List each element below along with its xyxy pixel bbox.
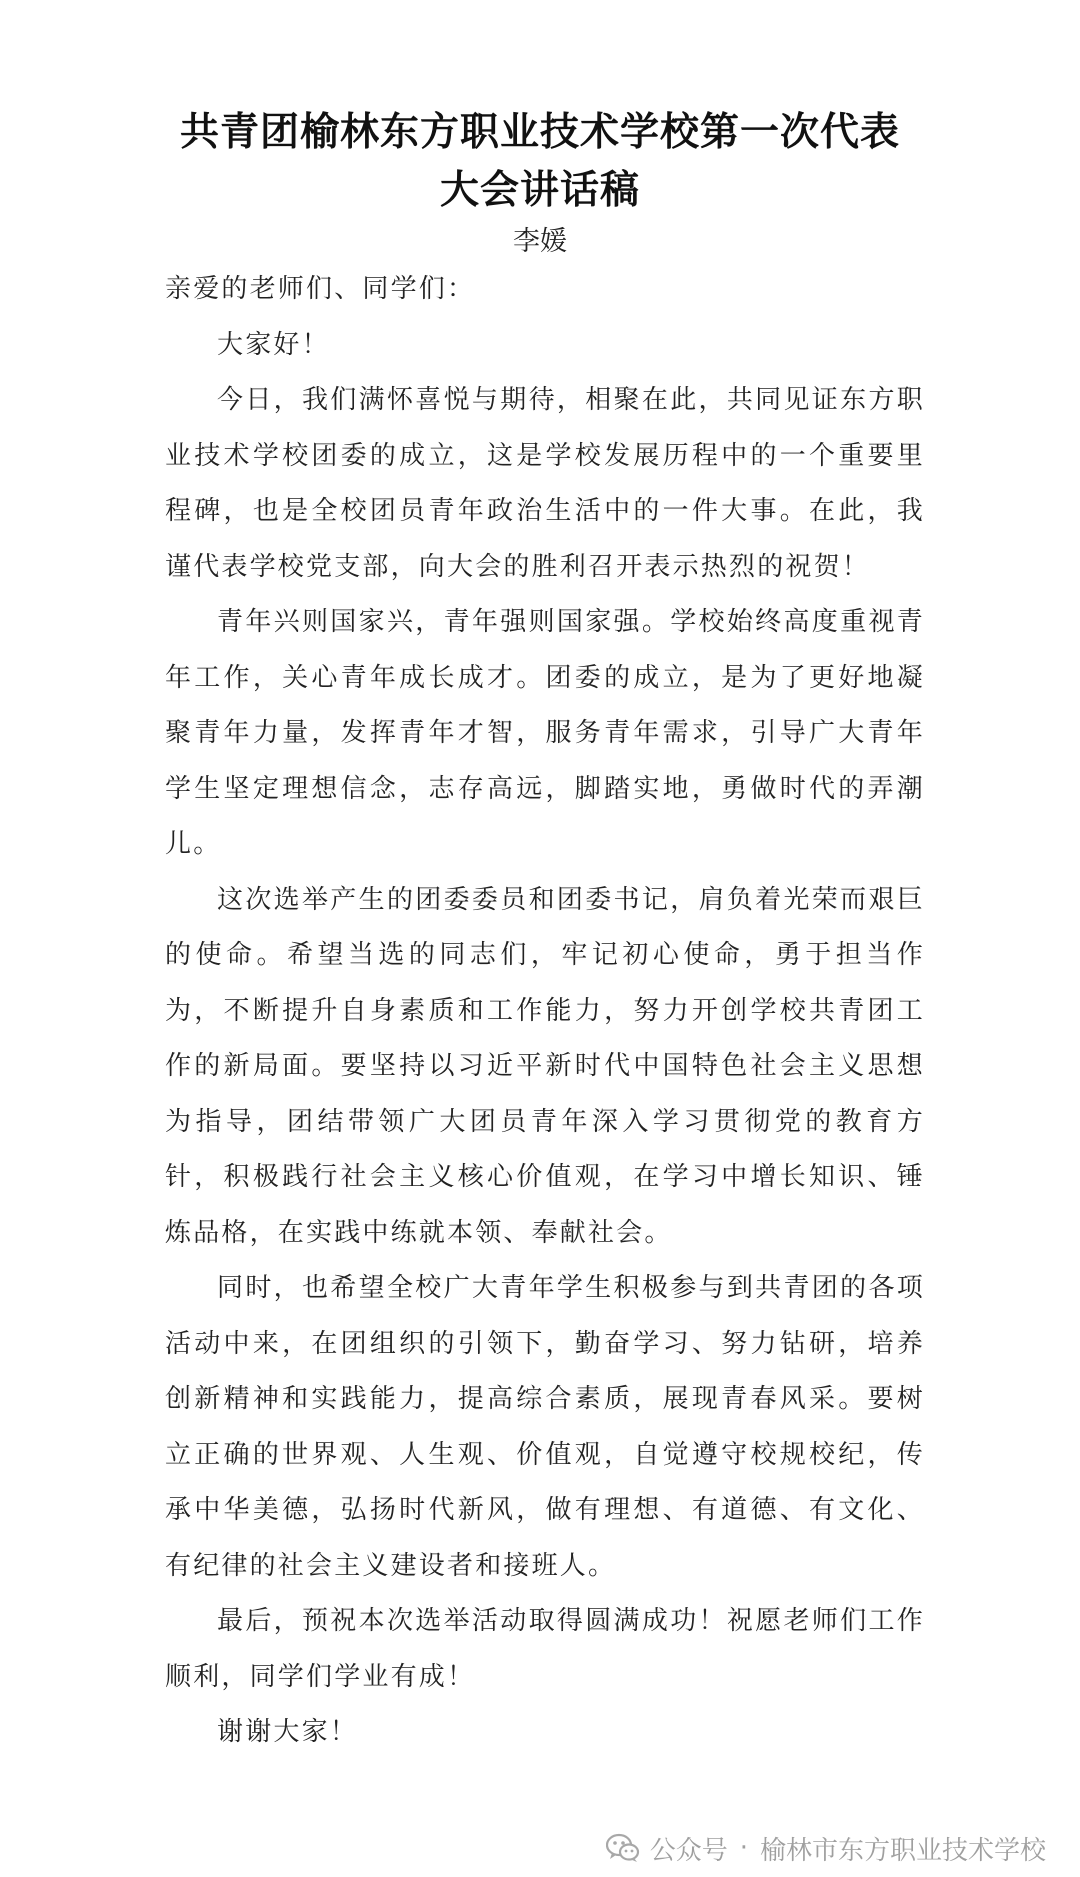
watermark-prefix: 公众号 <box>649 1835 728 1866</box>
wechat-watermark <box>606 1830 1046 1866</box>
paragraph-closing: 最后，预祝本次选举活动取得圆满成功！祝愿老师们工作顺利，同学们学业有成！ <box>165 1606 925 1692</box>
paragraph-committee: 这次选举产生的团委委员和团委书记，肩负着光荣而艰巨的使命。希望当选的同志们，牢记初心使命，勇于担当作为，不断提升自身素质和工作能力，努力开创学校共青团工作的新局面。要坚持以习近平新时代中国特色社会主义思想为指导，团结带领广大团员青年深入学习贯彻党的教育方针，积极践行社会主义核心价值观，在学习中增长知识、锤炼品格，在实践中练就本领、奉献社会。 <box>165 884 925 1248</box>
paragraph-students: 同时，也希望全校广大青年学生积极参与到共青团的各项活动中来，在团组织的引领下，勤奋学习、努力钻研，培养创新精神和实践能力，提高综合素质，展现青春风采。要树立正确的世界观、人生观、价值观，自觉遵守校规校纪，传承中华美德，弘扬时代新风，做有理想、有道德、有文化、有纪律的社会主义建设者和接班人。 <box>165 1273 925 1581</box>
paragraph-opening: 今日，我们满怀喜悦与期待，相聚在此，共同见证东方职业技术学校团委的成立，这是学校发展历程中的一个重要里程碑，也是全校团员青年政治生活中的一件大事。在此，我谨代表学校党支部，向大会的胜利召开表示热烈的祝贺！ <box>165 385 925 582</box>
salutation: 亲爱的老师们、同学们： <box>165 274 476 304</box>
paragraph-greeting: 大家好！ <box>217 329 330 360</box>
document-title-line-1: 共青团榆林东方职业技术学校第一次代表 <box>179 109 900 155</box>
watermark-account-name: 榆林市东方职业技术学校 <box>759 1835 1046 1866</box>
document-title-line-2: 大会讲话稿 <box>439 167 640 213</box>
wechat-icon <box>606 1833 640 1863</box>
paragraph-youth: 青年兴则国家兴，青年强则国家强。学校始终高度重视青年工作，关心青年成长成才。团委的成立，是为了更好地凝聚青年力量，发挥青年才智，服务青年需求，引导广大青年学生坚定理想信念，志存高远，脚踏实地，勇做时代的弄潮儿。 <box>165 607 925 859</box>
paragraph-thanks: 谢谢大家！ <box>217 1717 359 1747</box>
author-name: 李媛 <box>513 226 567 257</box>
speech-body <box>165 262 925 1761</box>
watermark-separator: · <box>739 1833 748 1863</box>
